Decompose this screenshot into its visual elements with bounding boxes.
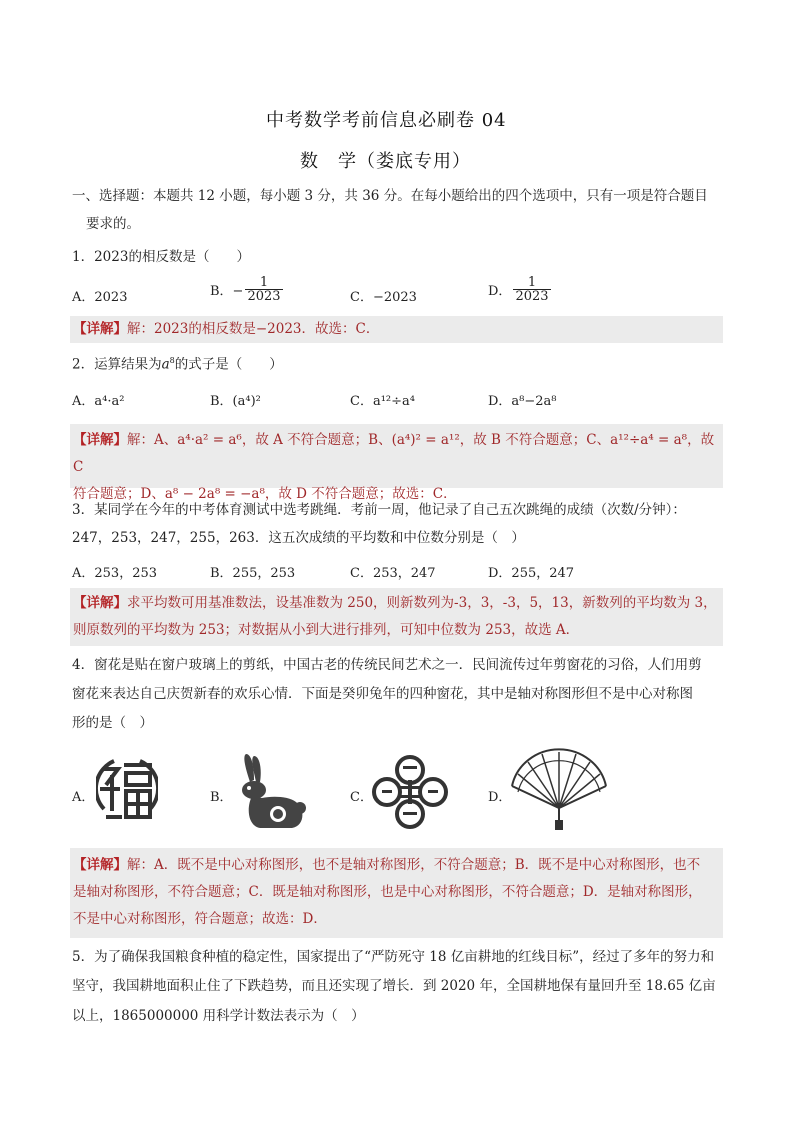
q2-answer-line2: 符合题意；D、a⁸ − 2a⁸ = −a⁸，故 D 不符合题意；故选：C． <box>73 486 457 502</box>
q5-line2: 坚守，我国耕地面积止住了下跌趋势，而且还实现了增长．到 2020 年，全国耕地保有量回升至 18.65 亿亩 <box>72 978 716 994</box>
q5-line1: 5．为了确保我国粮食种植的稳定性，国家提出了“严防死守 18 亿亩耕地的红线目标”，经过了多年的努力和 <box>72 949 715 965</box>
q3-option-b: B．255，253 <box>210 566 296 581</box>
q4-line2: 窗花来表达自己庆贺新春的欢乐心情．下面是癸卯兔年的四种窗花，其中是轴对称图形但不是中心对称图 <box>72 686 693 702</box>
q4-answer-tag: 【详解】 <box>73 857 127 873</box>
q4-option-c: C． <box>350 790 373 805</box>
q3-answer-line2: 则原数列的平均数为 253；对数据从小到大进行排列，可知中位数为 253，故选 A． <box>73 622 580 638</box>
q2-stem: 2．运算结果为$a^8$的式子是（ ） <box>72 356 283 373</box>
q2-option-c: C．a¹²÷a⁴ <box>350 394 415 409</box>
page-title: 中考数学考前信息必刷卷 04 <box>266 110 507 131</box>
q5-line3: 以上，1865000000 用科学计数法表示为（ ） <box>72 1008 365 1024</box>
folding-fan-window-flower-icon <box>508 748 610 832</box>
q2-option-b: B．(a⁴)² <box>210 394 261 409</box>
floral-window-flower-icon <box>370 754 450 830</box>
q1-option-d <box>488 276 553 303</box>
q4-answer-line2: 是轴对称图形，不符合题意；C．既是轴对称图形，也是中心对称图形，不符合题意；D．是轴对称图形， <box>73 884 702 900</box>
q1-option-a: A．2023 <box>72 290 128 305</box>
rabbit-window-flower-icon <box>232 752 308 832</box>
q3-option-d: D．255，247 <box>488 566 575 581</box>
q1-option-d-prefix: D． <box>488 284 512 299</box>
q4-option-a: A． <box>72 790 95 805</box>
q4-option-b: B． <box>210 790 233 805</box>
q1-answer <box>70 316 723 343</box>
q2-stem-a: 2．运算结果为 <box>72 356 162 373</box>
q2-option-a: A．a⁴·a² <box>72 394 125 409</box>
q1-answer-tag: 【详解】 <box>73 321 127 337</box>
fu-character-window-flower-icon <box>96 755 158 825</box>
q3-answer <box>70 588 723 646</box>
q2-answer-tag: 【详解】 <box>73 432 127 448</box>
section-instructions-line1: 一、选择题：本题共 12 小题，每小题 3 分，共 36 分。在每小题给出的四个选项中，只有一项是符合题目 <box>72 188 708 204</box>
q3-answer-line1: 求平均数可用基准数法，设基准数为 250，则新数列为-3，3，-3，5，13，新数列的平均数为 3， <box>127 595 717 611</box>
q1-option-b-numerator: 1 <box>245 276 282 290</box>
q4-answer-line1: 解：A．既不是中心对称图形，也不是轴对称图形，不符合题意；B．既不是中心对称图形，也不 <box>127 857 701 873</box>
q2-stem-b: 的式子是（ ） <box>174 356 283 373</box>
q2-answer <box>70 424 723 502</box>
q4-answer <box>70 848 723 938</box>
q4-line3: 形的是（ ） <box>72 715 153 731</box>
q4-line1: 4．窗花是贴在窗户玻璃上的剪纸，中国古老的传统民间艺术之一．民间流传过年剪窗花的习俗，人们用剪 <box>72 657 702 673</box>
q1-option-c: C．−2023 <box>350 290 417 305</box>
q3-option-c: C．253，247 <box>350 566 436 581</box>
q4-answer-line3: 不是中心对称图形，符合题意；故选：D． <box>73 911 327 927</box>
q3-answer-tag: 【详解】 <box>73 595 127 611</box>
q1-option-b-denominator: 2023 <box>247 289 281 304</box>
q1-option-b-prefix: B．− <box>210 284 244 299</box>
q1-option-d-denominator: 2023 <box>515 289 549 304</box>
q2-answer-line1: 解：A、a⁴·a² = a⁶，故 A 不符合题意；B、(a⁴)² = a¹²，故 B 不符合题意；C、a¹²÷a⁴ = a⁸，故 C <box>73 432 715 475</box>
page-subtitle: 数 学（娄底专用） <box>300 151 471 172</box>
q1-answer-text: 解：2023的相反数是−2023．故选：C． <box>127 321 380 337</box>
q3-line1: 3．某同学在今年的中考体育测试中选考跳绳．考前一周，他记录了自己五次跳绳的成绩（次数/分钟）： <box>72 502 686 518</box>
q3-line2: 247，253，247，255，263．这五次成绩的平均数和中位数分别是（ ） <box>72 530 525 546</box>
q1-option-d-numerator: 1 <box>513 276 550 290</box>
q1-stem: 1．2023的相反数是（ ） <box>72 249 250 265</box>
section-instructions-line2: 要求的。 <box>86 216 140 232</box>
q4-option-d: D． <box>488 790 512 805</box>
q1-option-b <box>210 276 285 303</box>
q2-option-d: D．a⁸−2a⁸ <box>488 394 557 409</box>
q3-option-a: A．253，253 <box>72 566 158 581</box>
